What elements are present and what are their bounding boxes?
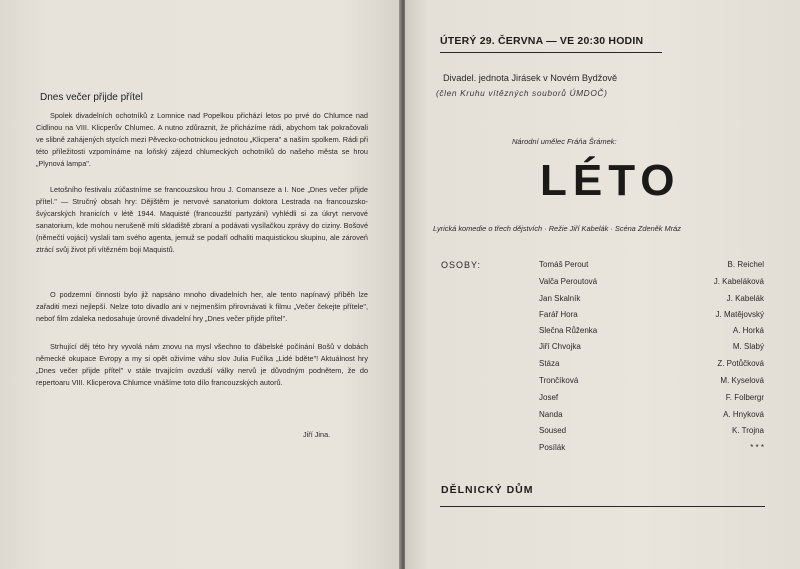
organization-sub: (člen Kruhu vítězných souborů ÚMDOČ): [436, 88, 608, 98]
rule-top: [440, 52, 662, 53]
cast-actor: J. Matějovský: [715, 310, 764, 319]
cast-role: Soused: [539, 426, 567, 435]
date-line: ÚTERÝ 29. ČERVNA — VE 20:30 HODIN: [440, 35, 644, 47]
cast-actor: M. Kyselová: [720, 376, 764, 385]
article-title: Dnes večer přijde přítel: [40, 92, 143, 103]
paragraph: Spolek divadelních ochotníků z Lomnice nad Popelkou přichází letos po prvé do Chlumce nad Cidlinou na VIII. Klicperův Chlumec. A nutno zdůraznit, že přicházíme rádi, abychom tak pokračovali ve slibně zahájených stycích mezi Pěvecko-ochotnickou jednotou „Klicpera" a naším spolkem. Rádi při této příležitosti vzpomínáme na loňský zájezd chlumeckých ochotníků do našeho města se hrou „Plynová lampa".: [36, 111, 368, 169]
article-body: [36, 110, 368, 170]
cast-role: Slečna Růženka: [539, 326, 598, 335]
cast-actor: A. Hnyková: [723, 410, 764, 419]
paragraph: Strhující děj této hry vyvolá nám znovu na mysl všechno to ďábelské počínání Bošů v dobách německé okupace Evropy a my si opět oživíme váhu slov Julia Fučíka „Lidé bděte"! Aktuálnost hry „Dnes večer přijde přítel" v stále trvajícím ovzduší války nervů je důvodným podnětem, že do repertoaru VIII. Klicperova Chlumce vnášíme toto dílo francouzských autorů.: [36, 342, 368, 388]
play-title: LÉTO: [540, 156, 681, 205]
cast-actor: B. Reichel: [727, 260, 764, 269]
cast-role: Nanda: [539, 410, 563, 419]
article-body-3: [36, 289, 368, 325]
cast-role: Valča Peroutová: [539, 277, 598, 286]
cast-role: Farář Hora: [539, 310, 578, 319]
cast-role: Tomáš Perout: [539, 260, 589, 269]
cast-role: Stáza: [539, 359, 560, 368]
rule-bottom: [440, 506, 765, 507]
cast-actor: A. Horká: [732, 326, 764, 335]
cast-actor: K. Trojna: [731, 426, 764, 435]
cast-actor: * * *: [750, 443, 764, 452]
signature: Jiří Jina.: [303, 430, 331, 439]
cast-role: Trončíková: [539, 376, 579, 385]
paragraph: Letošního festivalu zúčastníme se francouzskou hrou J. Comanseze a I. Noe „Dnes večer přijde přítel." — Stručný obsah hry: Dějištěm je nervové sanatorium doktora Lestrada na francouzsko-švýcarských hranicích v létě 1944. Maquisté (francouzští partyzáni) vyhlédli si za úkryt nervové sanatorium, kde mohou nerušeně míti skladiště zbraní a podávati vysílačkou zprávy do ciziny. Bošové (němečtí vojáci) vyslali tam svého agenta, jemuž se podaří odhaliti maquistickou skupinu, ale zároveň ztrácí svůj život při vítězném boji Maquistů.: [36, 185, 368, 255]
cast-role: Posílák: [539, 443, 566, 452]
article-body-2: [36, 184, 368, 257]
author-line: Národní umělec Fráňa Šrámek:: [512, 137, 617, 146]
credits-line: Lyrická komedie o třech dějstvích · Režie Jiří Kabelák · Scéna Zdeněk Mráz: [433, 224, 681, 233]
cast-actor: J. Kabelák: [726, 294, 764, 303]
article-body-4: [36, 341, 368, 389]
cast-role: Josef: [539, 393, 559, 402]
paragraph: O podzemní činnosti bylo již napsáno mnoho divadelních her, ale tento napínavý příběh lze zařaditi mezi nejlepší. Nelze toto divadlo ani v nejmenším přirovnávati k filmu „Večer čekejte přítele", neboť film zdaleka nedosahuje úrovně divadelní hry „Dnes večer přijde přítel".: [36, 290, 368, 324]
cast-role: Jan Skalník: [539, 294, 581, 303]
cast-actor: Z. Potůčková: [717, 359, 764, 368]
cast-actor: M. Slabý: [732, 342, 764, 351]
organization: Divadel. jednota Jirásek v Novém Bydžově: [443, 73, 618, 83]
cast-heading: OSOBY:: [441, 260, 482, 270]
venue: DĚLNICKÝ DŮM: [441, 484, 534, 496]
cast-role: Jiří Chvojka: [539, 342, 581, 351]
cast-actor: F. Folbergr: [725, 393, 764, 402]
cast-actor: J. Kabeláková: [713, 277, 764, 286]
